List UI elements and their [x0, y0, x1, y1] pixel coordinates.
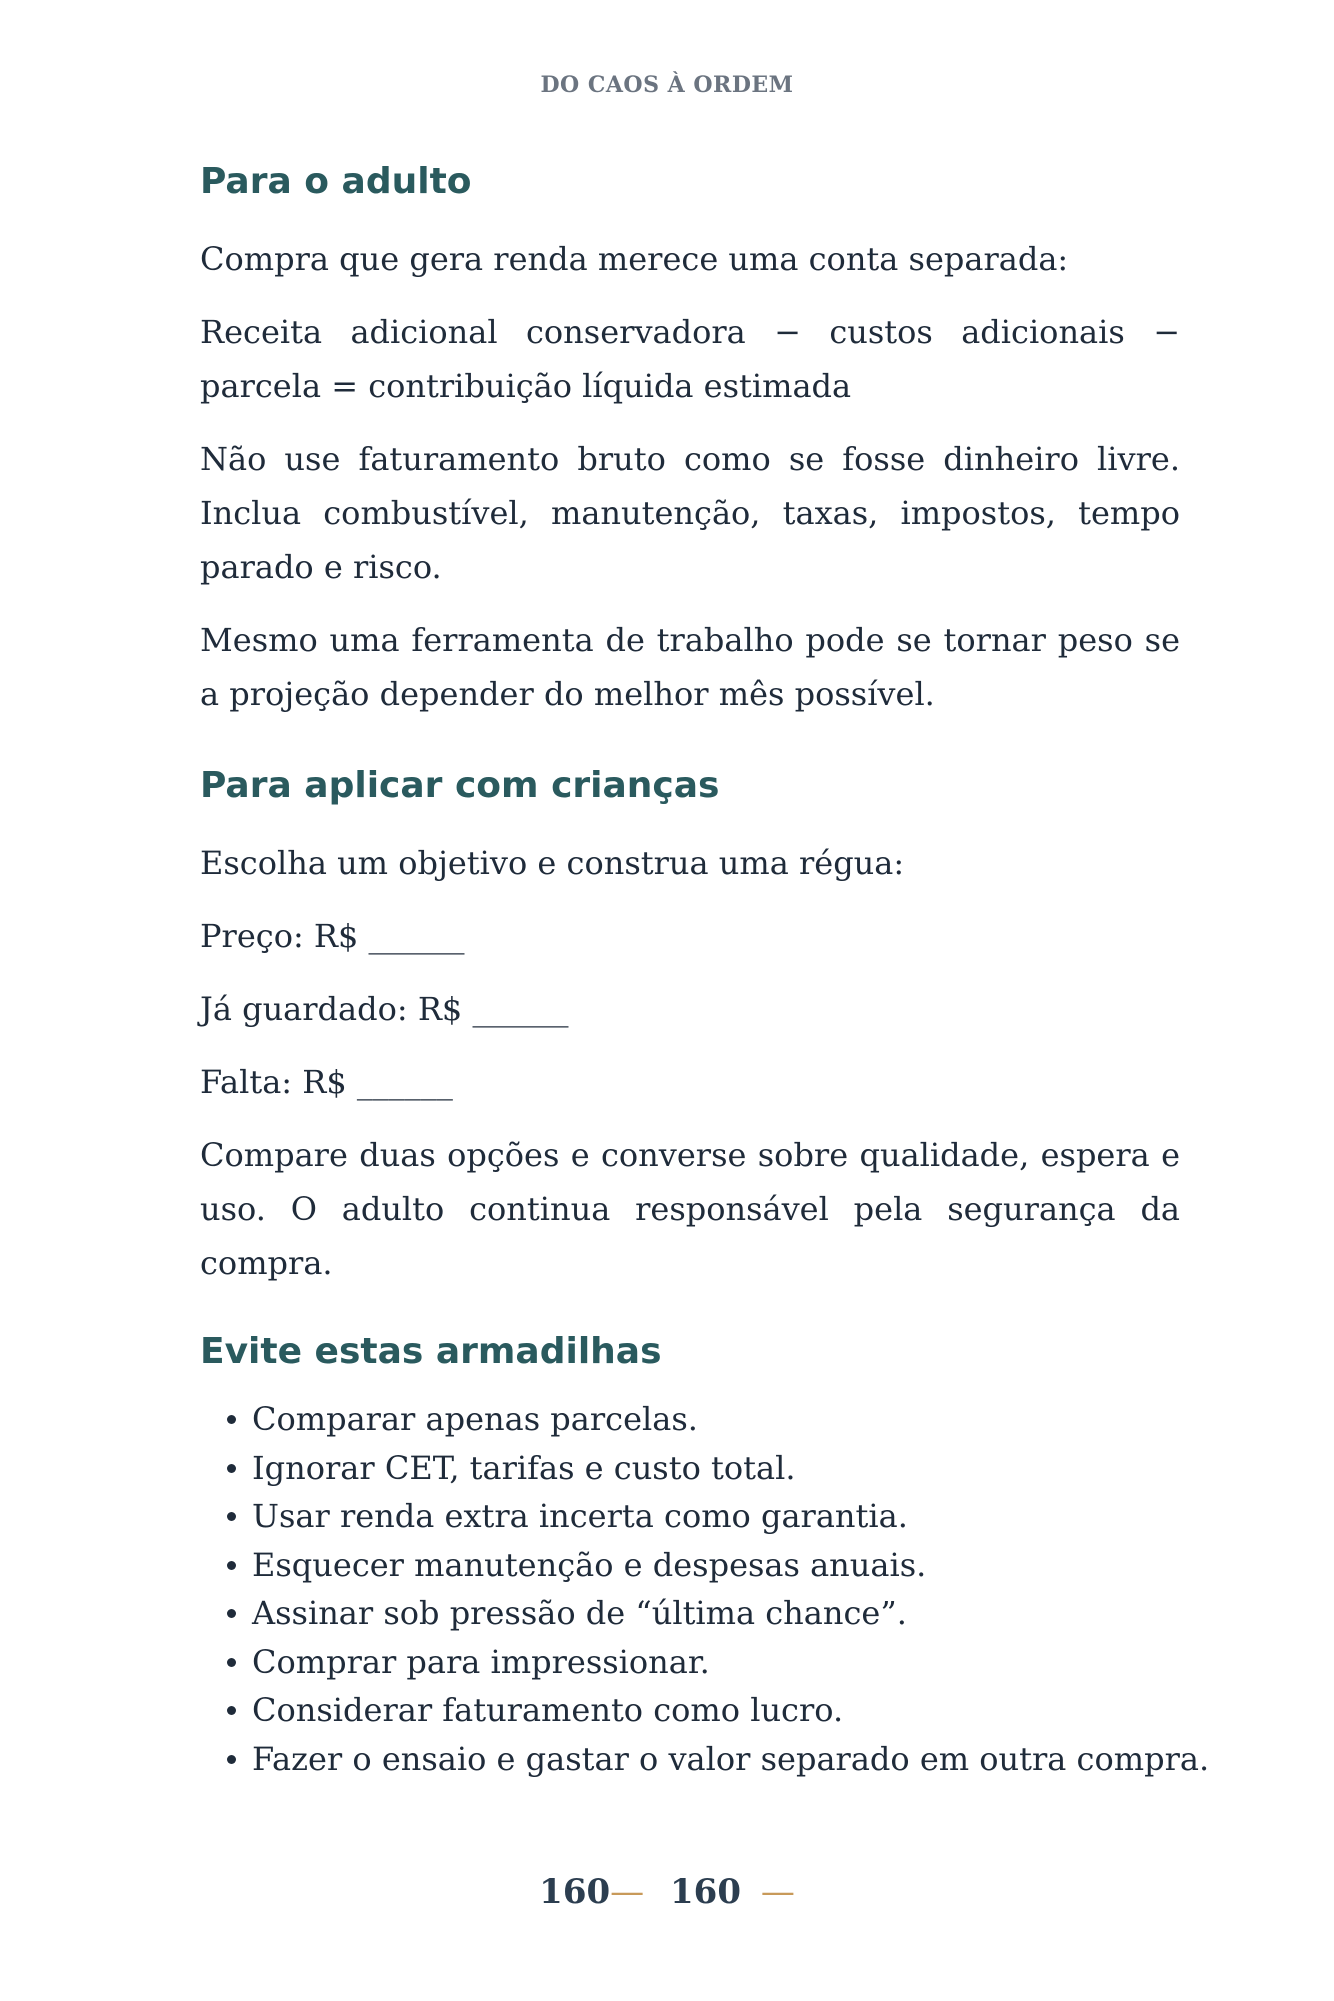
page-footer: [0, 1872, 1334, 1912]
list-item: Esquecer manutenção e despesas anuais.: [200, 1541, 1180, 1590]
bullet-icon: [227, 1609, 236, 1618]
list-item: Ignorar CET, tarifas e custo total.: [200, 1444, 1180, 1493]
paragraph: Compra que gera renda merece uma conta separada:: [200, 240, 1069, 278]
bullet-icon: [227, 1706, 236, 1715]
bullet-icon: [227, 1512, 236, 1521]
list-item: Fazer o ensaio e gastar o valor separado em outra compra.: [200, 1735, 1180, 1784]
bullet-icon: [227, 1658, 236, 1667]
bullet-icon: [227, 1561, 236, 1570]
formula-paragraph: Receita adicional conservadora − custos adicionais − parcela = contribuição líquida estimada: [200, 313, 1180, 405]
list-item: Usar renda extra incerta como garantia.: [200, 1492, 1180, 1541]
running-header: DO CAOS À ORDEM: [540, 72, 794, 98]
bullet-icon: [227, 1464, 236, 1473]
pitfalls-list: [200, 1395, 1210, 1783]
paragraph: Escolha um objetivo e construa uma régua:: [200, 844, 905, 882]
list-item: Assinar sob pressão de “última chance”.: [200, 1589, 1180, 1638]
page-number: 160: [539, 1872, 611, 1912]
list-item: Comprar para impressionar.: [200, 1638, 1180, 1687]
section-heading-adult: Para o adulto: [200, 161, 472, 202]
fill-in-missing: Falta: R$ ______: [200, 1063, 453, 1101]
fill-in-price: Preço: R$ ______: [200, 917, 465, 955]
section-heading-children: Para aplicar com crianças: [200, 765, 720, 806]
paragraph: Não use faturamento bruto como se fosse dinheiro livre. Inclua combustível, manutenção, taxas, impostos, tempo parado e risco.: [200, 440, 1180, 586]
bullet-icon: [227, 1415, 236, 1424]
paragraph: Mesmo uma ferramenta de trabalho pode se tornar peso se a projeção depender do melhor mês possível.: [200, 621, 1180, 713]
page-number: 160: [670, 1872, 741, 1912]
list-item: Comparar apenas parcelas.: [200, 1395, 1180, 1444]
section-heading-pitfalls: Evite estas armadilhas: [200, 1331, 662, 1372]
fill-in-saved: Já guardado: R$ ______: [200, 990, 569, 1028]
paragraph: Compare duas opções e converse sobre qualidade, espera e uso. O adulto continua responsável pela segurança da compra.: [200, 1136, 1180, 1282]
footer-dash: —: [760, 1872, 795, 1912]
bullet-icon: [227, 1755, 236, 1764]
list-item: Considerar faturamento como lucro.: [200, 1686, 1180, 1735]
footer-dash: —: [610, 1872, 645, 1912]
